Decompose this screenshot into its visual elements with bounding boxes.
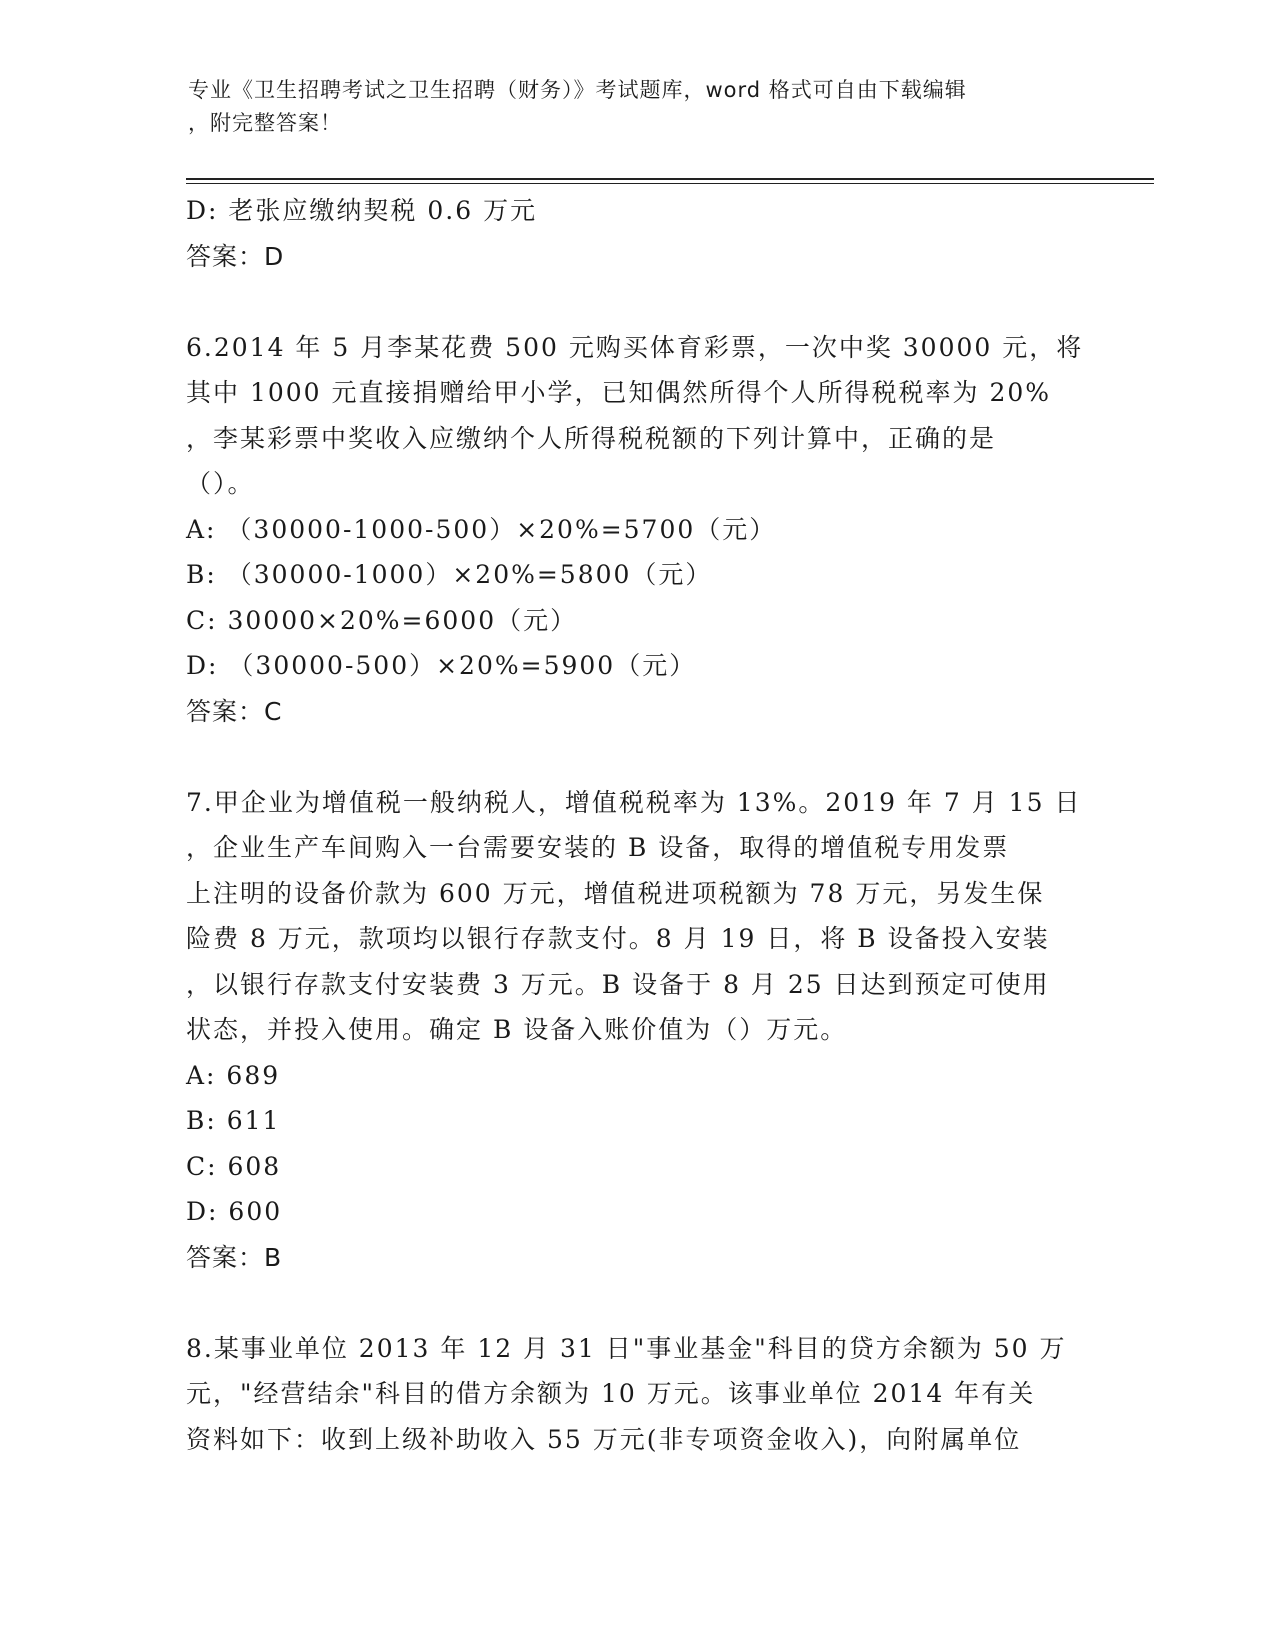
header-line-1: 专业《卫生招聘考试之卫生招聘（财务）》考试题库，word 格式可自由下载编辑: [188, 78, 967, 102]
question-stem-line: ，以银行存款支付安装费 3 万元。B 设备于 8 月 25 日达到预定可使用: [186, 969, 1050, 999]
question-stem-line: 其中 1000 元直接捐赠给甲小学，已知偶然所得个人所得税税率为 20%: [186, 378, 1052, 407]
question-stem-line: 上注明的设备价款为 600 万元，增值税进项税额为 78 万元，另发生保: [186, 878, 1045, 908]
spacer: [186, 279, 1076, 325]
question-stem-line: 6.2014 年 5 月李某花费 500 元购买体育彩票，一次中奖 30000 元，将: [186, 332, 1084, 362]
question-8: [186, 1326, 1076, 1463]
option-c: C: 608: [186, 1151, 282, 1181]
question-6: [186, 325, 1084, 735]
question-stem-line: 资料如下：收到上级补助收入 55 万元(非专项资金收入)，向附属单位: [186, 1424, 1022, 1454]
question-7: [186, 780, 1082, 1281]
page-header: [188, 74, 1068, 140]
header-divider-thin: [186, 183, 1154, 184]
option-a: A: （30000-1000-500）×20%=5700（元）: [186, 514, 777, 544]
spacer: [186, 734, 1076, 780]
option-a: A: 689: [186, 1060, 281, 1090]
question-stem-line: ，企业生产车间购入一台需要安装的 B 设备，取得的增值税专用发票: [186, 833, 1010, 862]
spacer: [186, 1280, 1076, 1326]
option-b: B: 611: [186, 1106, 281, 1135]
question-stem-line: 险费 8 万元，款项均以银行存款支付。8 月 19 日，将 B 设备投入安装: [186, 924, 1050, 953]
option-d: D: 老张应缴纳契税 0.6 万元: [186, 196, 538, 225]
answer: 答案：C: [186, 696, 283, 726]
header-divider-thick: [186, 178, 1154, 180]
question-stem-line: 元，"经营结余"科目的借方余额为 10 万元。该事业单位 2014 年有关: [186, 1379, 1036, 1408]
option-c: C: 30000×20%=6000（元）: [186, 605, 578, 635]
document-body: [186, 188, 1084, 1462]
option-d: D: （30000-500）×20%=5900（元）: [186, 651, 697, 680]
question-stem-line: （）。: [186, 469, 255, 498]
option-d: D: 600: [186, 1197, 283, 1226]
question-stem-line: ，李某彩票中奖收入应缴纳个人所得税税额的下列计算中，正确的是: [186, 423, 997, 453]
header-line-2: ，附完整答案！: [188, 111, 342, 135]
question-stem-line: 7.甲企业为增值税一般纳税人，增值税税率为 13%。2019 年 7 月 15 日: [186, 787, 1082, 817]
question-5-tail: [186, 188, 1076, 279]
option-b: B: （30000-1000）×20%=5800（元）: [186, 560, 713, 589]
answer: 答案：D: [186, 241, 285, 271]
answer: 答案：B: [186, 1242, 283, 1272]
question-stem-line: 8.某事业单位 2013 年 12 月 31 日"事业基金"科目的贷方余额为 50 万: [186, 1333, 1067, 1363]
question-stem-line: 状态，并投入使用。确定 B 设备入账价值为（）万元。: [186, 1015, 848, 1044]
